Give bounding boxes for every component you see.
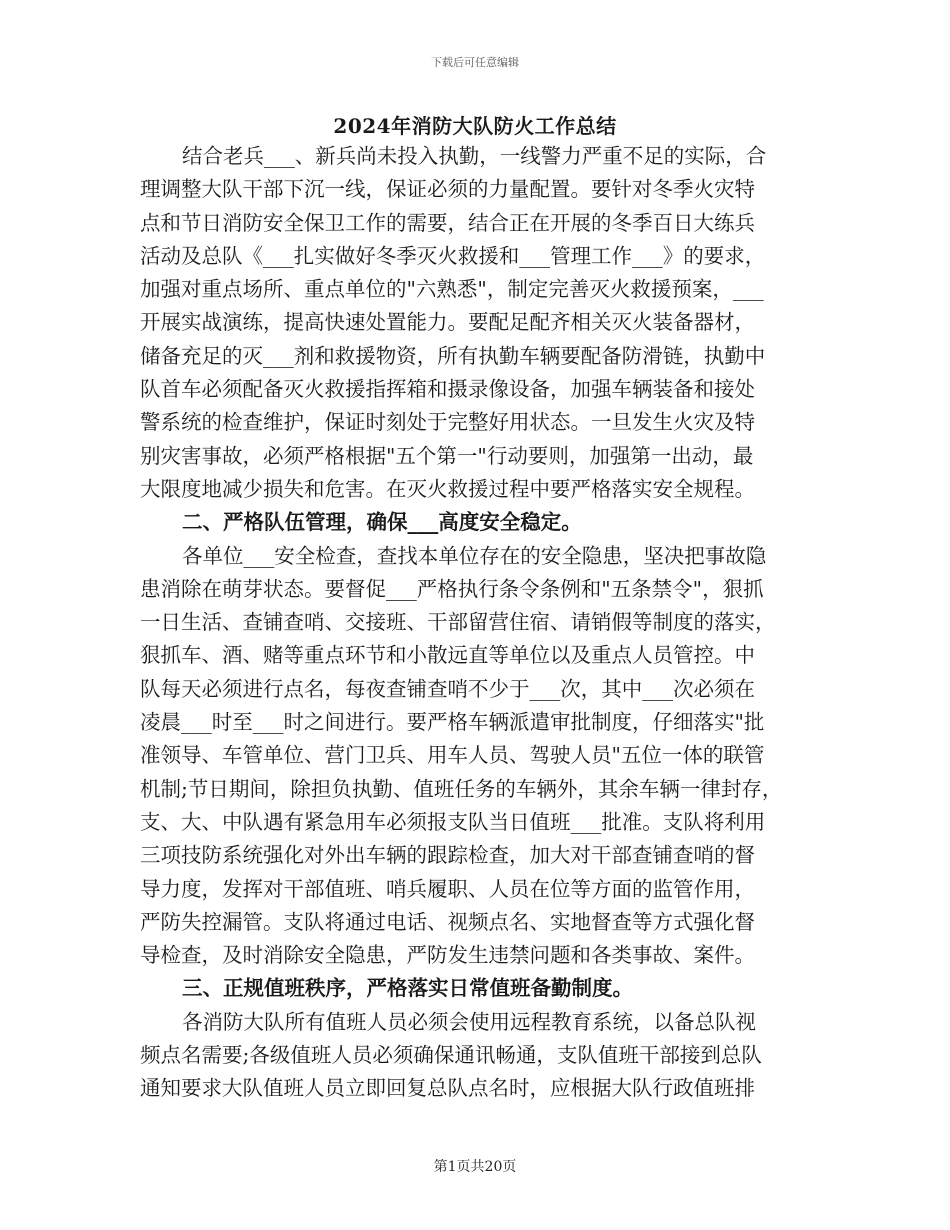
paragraph-line: 各消防大队所有值班人员必须会使用远程教育系统，以备总队视 [182, 1009, 756, 1034]
paragraph-line: 大限度地减少损失和危害。在灭火救援过程中要严格落实安全规程。 [140, 476, 755, 501]
paragraph-line: 导力度，发挥对干部值班、哨兵履职、人员在位等方面的监管作用， [140, 876, 755, 901]
paragraph-line: 准领导、车管单位、营门卫兵、用车人员、驾驶人员"五位一体的联管 [140, 743, 765, 768]
paragraph-line: 结合老兵___、新兵尚未投入执勤，一线警力严重不足的实际，合 [182, 144, 767, 168]
paragraph-line: 机制;节日期间，除担负执勤、值班任务的车辆外，其余车辆一律封存， [140, 776, 783, 801]
paragraph-line: 凌晨___时至___时之间进行。要严格车辆派遣审批制度，仔细落实"批 [140, 710, 765, 735]
paragraph-line: 队每天必须进行点名，每夜查铺查哨不少于___次，其中___次必须在 [140, 676, 755, 701]
paragraph-line: 活动及总队《___扎实做好冬季灭火救援和___管理工作___》的要求， [140, 243, 766, 268]
paragraph-line: 一日生活、查铺查哨、交接班、干部留营住宿、请销假等制度的落实， [140, 610, 776, 635]
paragraph-line: 导检查，及时消除安全隐患，严防发生违禁问题和各类事故、案件。 [140, 943, 755, 968]
section-heading: 三、正规值班秩序，严格落实日常值班备勤制度。 [182, 976, 633, 1001]
paragraph-line: 狠抓车、酒、赌等重点环节和小散远直等单位以及重点人员管控。中 [140, 643, 755, 668]
paragraph-line: 理调整大队干部下沉一线，保证必须的力量配置。要针对冬季火灾特 [140, 177, 755, 202]
paragraph-line: 加强对重点场所、重点单位的"六熟悉"，制定完善灭火救援预案，___ [140, 277, 764, 302]
document-title: 2024年消防大队防火工作总结 [333, 114, 617, 138]
paragraph-line: 三项技防系统强化对外出车辆的跟踪检查，加大对干部查铺查哨的督 [140, 843, 755, 868]
paragraph-line: 患消除在萌芽状态。要督促___严格执行条令条例和"五条禁令"，狠抓 [140, 576, 764, 601]
section-heading: 二、严格队伍管理，确保___高度安全稳定。 [182, 510, 582, 535]
paragraph-line: 通知要求大队值班人员立即回复总队点名时，应根据大队行政值班排 [140, 1076, 755, 1101]
paragraph-line: 队首车必须配备灭火救援指挥箱和摄录像设备，加强车辆装备和接处 [140, 377, 755, 402]
paragraph-line: 支、大、中队遇有紧急用车必须报支队当日值班___批准。支队将利用 [140, 809, 766, 834]
paragraph-line: 严防失控漏管。支队将通过电话、视频点名、实地督查等方式强化督 [140, 909, 755, 934]
paragraph-line: 频点名需要;各级值班人员必须确保通讯畅通，支队值班干部接到总队 [140, 1043, 762, 1068]
paragraph-line: 点和节日消防安全保卫工作的需要，结合正在开展的冬季百日大练兵 [140, 210, 755, 235]
page-number: 第1页共20页 [433, 1159, 517, 1175]
paragraph-line: 开展实战演练，提高快速处置能力。要配足配齐相关灭火装备器材， [140, 310, 755, 335]
document-body [140, 140, 810, 1106]
paragraph-line: 各单位___安全检查，查找本单位存在的安全隐患，坚决把事故隐 [182, 543, 767, 568]
paragraph-line: 储备充足的灭___剂和救援物资，所有执勤车辆要配备防滑链，执勤中 [140, 343, 766, 368]
paragraph-line: 别灾害事故，必须严格根据"五个第一"行动要则，加强第一出动，最 [140, 443, 754, 468]
header-note: 下载后可任意编辑 [431, 56, 519, 69]
paragraph-line: 警系统的检查维护，保证时刻处于完整好用状态。一旦发生火灾及特 [140, 410, 755, 435]
